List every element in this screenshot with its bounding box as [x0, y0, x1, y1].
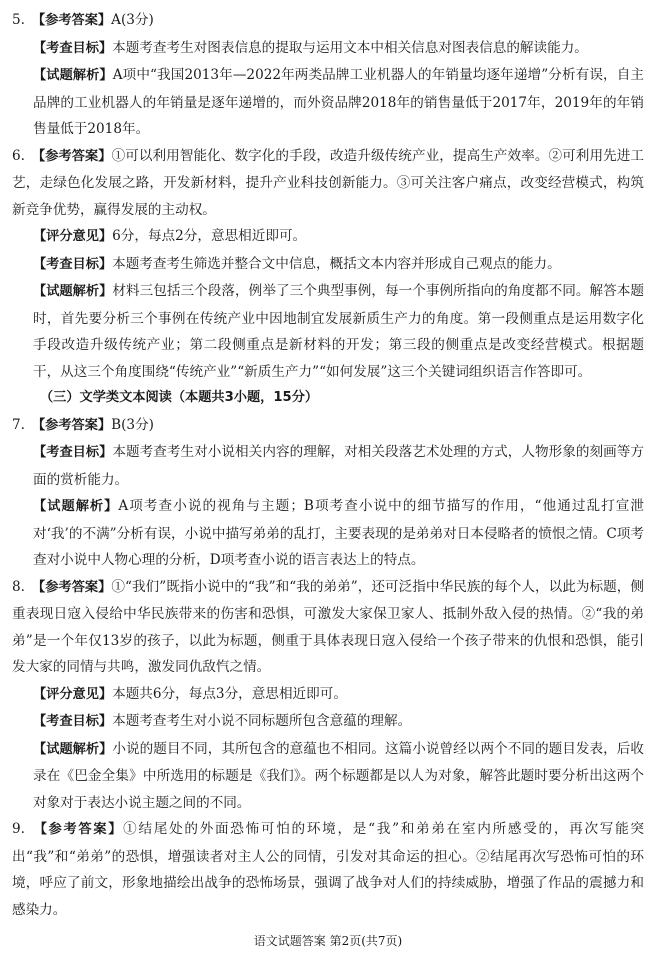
q5-number: 5.	[12, 12, 25, 28]
q6-answer-tag: 【参考答案】	[32, 148, 112, 164]
q8-analysis	[12, 736, 644, 817]
q7-answer-text: B(3分)	[111, 416, 154, 433]
q6-answer	[12, 143, 644, 224]
q8-objective-text: 本题考查考生对小说不同标题所包含意蕴的理解。	[112, 713, 412, 729]
q7-objective-text: 本题考查考生对小说相关内容的理解，对相关段落艺术处理的方式，人物形象的刻画等方面的赏析能力。	[33, 444, 644, 488]
question-7	[12, 412, 644, 574]
q5-analysis	[12, 62, 644, 143]
q8-number: 8.	[12, 578, 25, 595]
q6-objective-tag: 【考查目标】	[33, 256, 113, 272]
q9-answer-text: ①结尾处的外面恐怖可怕的环境，是“我”和弟弟在室内所感受的，再次写能突出“我”和“弟弟”的恐惧，增强读者对主人公的同情，引发对其命运的担心。②结尾再次写恐怖可怕的环境，呼应了前文，形象地描绘出战争的恐怖场景，强调了战争对人们的持续威胁，增强了作品的震撼力和感染力。	[12, 821, 644, 918]
q5-answer-text: A(3分)	[111, 12, 154, 28]
q5-objective-tag: 【考查目标】	[33, 40, 113, 56]
q9-answer	[12, 816, 644, 923]
question-5	[12, 7, 644, 143]
q8-answer-tag: 【参考答案】	[32, 579, 112, 595]
q7-number: 7.	[12, 416, 25, 433]
q7-objective	[12, 439, 644, 493]
q6-scoring-tag: 【评分意见】	[33, 229, 113, 244]
question-6	[12, 143, 644, 386]
q6-objective-text: 本题考查考生筛选并整合文中信息，概括文本内容并形成自己观点的能力。	[112, 255, 561, 272]
q7-analysis-tag: 【试题解析】	[33, 499, 119, 514]
q5-analysis-tag: 【试题解析】	[33, 68, 113, 83]
q5-answer-tag: 【参考答案】	[32, 13, 112, 28]
q6-objective	[12, 251, 644, 279]
q8-answer-text: ①“我们”既指小说中的“我”和“我的弟弟”，还可泛指中华民族的每个人，以此为标题，侧重表现日寇入侵给中华民族带来的伤害和恐惧，可激发大家保卫家人、抵制外敌入侵的热情。②“我的弟弟”是一个年仅13岁的孩子，以此为标题，侧重于具体表现日寇入侵给一个孩子带来的仇恨和恐惧，能引发大家的同情与共鸣，激发同仇敌忾之情。	[12, 578, 644, 675]
q7-answer	[12, 412, 644, 440]
q6-analysis	[12, 278, 644, 385]
q5-answer	[12, 7, 644, 35]
page-footer: 语文试题答案 第2页(共7页)	[253, 934, 403, 948]
q7-analysis-text: A项考查小说的视角与主题；B项考查小说中的细节描写的作用，“他通过乱打宣泄对‘我’的不满”分析有误，小说中描写弟弟的乱打，主要表现的是弟弟对日本侵略者的愤恨之情。C项考查对小说中人物心理的分析，D项考查小说的语言表达上的特点。	[33, 498, 644, 568]
q5-analysis-text: A项中“我国2013年—2022年两类品牌工业机器人的年销量均逐年递增”分析有误，自主品牌的工业机器人的年销量是逐年递增的，而外资品牌2018年的销售量低于2017年，2019年的年销售量低于2018年。	[33, 67, 645, 137]
q6-analysis-text: 材料三包括三个段落，例举了三个典型事例，每一个事例所指向的角度都不同。解答本题时，首先要分析三个事例在传统产业中因地制宜发展新质生产力的角度。第一段侧重点是运用数字化手段改造升级传统产业；第二段侧重点是新材料的开发；第三段的侧重点是改变经营模式。根据题干，从这三个角度围绕“传统产业”“新质生产力”“如何发展”这三个关键词组织语言作答即可。	[33, 283, 644, 380]
q9-answer-tag: 【参考答案】	[32, 822, 124, 837]
q6-answer-text: ①可以利用智能化、数字化的手段，改造升级传统产业，提高生产效率。②可利用先进工艺，走绿色化发展之路，开发新材料，提升产业科技创新能力。③可关注客户痛点，改变经营模式，构筑新竞争优势，赢得发展的主动权。	[12, 147, 645, 218]
q8-scoring-text: 本题共6分，每点3分，意思相近即可。	[112, 685, 347, 702]
q8-answer	[12, 574, 644, 681]
q7-analysis	[12, 493, 644, 574]
q8-analysis-tag: 【试题解析】	[33, 741, 113, 757]
q8-scoring	[12, 681, 644, 709]
question-9	[12, 816, 644, 923]
q8-analysis-text: 小说的题目不同，其所包含的意蕴也不相同。这篇小说曾经以两个不同的题目发表，后收录在《巴金全集》中所选用的标题是《我们》。两个标题都是以人为对象，解答此题时要分析出这两个对象对于表达小说主题之间的不同。	[33, 740, 644, 811]
q7-objective-tag: 【考查目标】	[33, 445, 113, 460]
q6-number: 6.	[12, 147, 25, 164]
q7-answer-tag: 【参考答案】	[32, 417, 112, 433]
q5-objective	[12, 35, 644, 63]
q5-objective-text: 本题考查考生对图表信息的提取与运用文本中相关信息对图表信息的解读能力。	[112, 39, 588, 56]
q8-scoring-tag: 【评分意见】	[33, 686, 113, 702]
q6-scoring-text: 6分，每点2分，意思相近即可。	[112, 228, 307, 244]
q6-scoring	[12, 223, 644, 251]
section-heading: （三）文学类文本阅读（本题共3小题，15分）	[40, 390, 319, 405]
q8-objective-tag: 【考查目标】	[33, 714, 113, 729]
q9-number: 9.	[12, 821, 25, 837]
q6-analysis-tag: 【试题解析】	[33, 284, 113, 299]
question-8	[12, 574, 644, 817]
q8-objective	[12, 708, 644, 736]
